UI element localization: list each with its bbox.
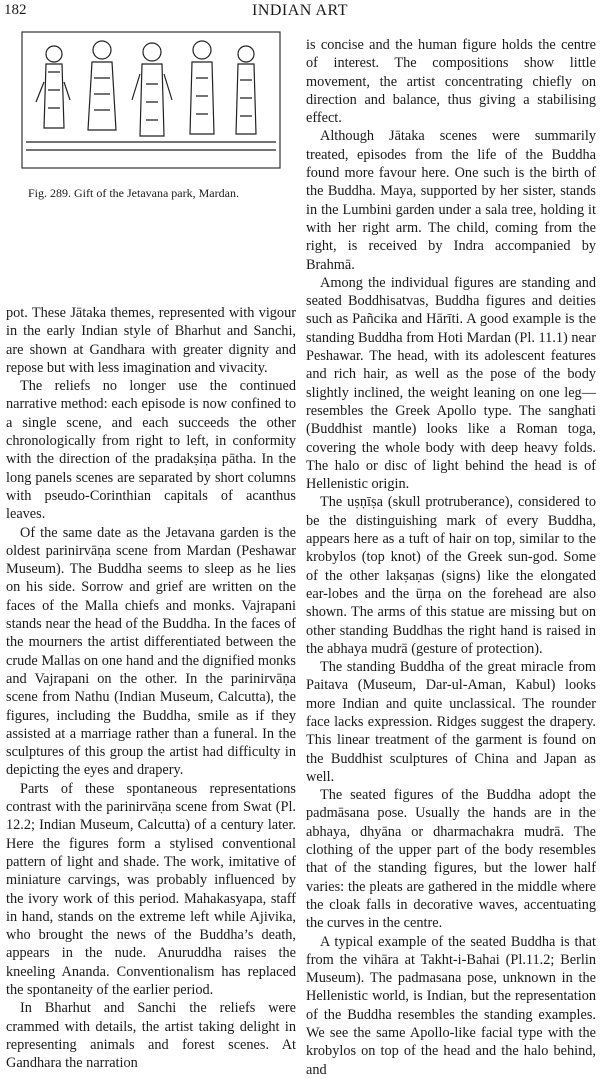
paragraph: In Bharhut and Sanchi the reliefs were crammed with details, the artist taking delight in representing animals and forest scenes. At Gandhara the narration bbox=[6, 1000, 296, 1072]
page-number: 182 bbox=[4, 2, 27, 18]
relief-illustration bbox=[20, 30, 282, 170]
paragraph: Parts of these spontaneous representations contrast with the parinirvāṇa scene from Swat (Pl. 12.2; Indian Museum, Calcutta) of a century later. Here the figures form a stylised conventional pattern of light and shade. The work, imitative of miniature carvings, was probably influenced by the ivory work of this period. Mahakasyapa, staff in hand, stands on the extreme left while Ajivika, who brought the news of the Buddha’s death, appears in the nude. Anuruddha raises the kneeling Ananda. Conventionalism has replaced the spontaneity of the earlier period. bbox=[6, 780, 296, 998]
paragraph: The standing Buddha of the great miracle from Paitava (Museum, Dar-ul-Aman, Kabul) looks more Indian and quite unclassical. The rounder face lacks expression. Ridges suggest the drapery. This linear treatment of the garment is found on the Buddhist sculptures of China and Japan as well. bbox=[306, 659, 596, 785]
paragraph: Of the same date as the Jetavana garden is the oldest parinirvāṇa scene from Mardan (Peshawar Museum). The Buddha seems to sleep as he lies on his side. Sorrow and grief are written on the faces of the Malla chiefs and monks. Vajrapani stands near the head of the Buddha. In the faces of the mourners the artist differentiated between the crude Mallas on one hand and the dignified monks and Vajrapani on the other. In the parinirvāṇa scene from Nathu (Indian Museum, Calcutta), the figures, including the Buddha, smile as if they assisted at a marriage rather than a funeral. In the sculptures of this group the artist had difficulty in depicting the eyes and drapery. bbox=[6, 524, 296, 779]
paragraph: Among the individual figures are standing and seated Boddhisatvas, Buddha figures and deities such as Pañcika and Hārīti. A good example is the standing Buddha from Hoti Mardan (Pl. 11.1) near Peshawar. The head, with its adolescent features and rich hair, as well as the pose of the body slightly inclined, the weight leaning on one leg—resembles the Greek Apollo type. The sanghati (Buddhist mantle) looks like a Roman toga, covering the whole body with deep heavy folds. The halo or disc of light behind the head is of Hellenistic origin. bbox=[306, 274, 596, 493]
paragraph: Although Jātaka scenes were summarily treated, episodes from the life of the Buddha found more favour here. One such is the birth of the Buddha. Maya, supported by her sister, stands in the Lumbini garden under a sala tree, holding it with her right arm. The child, coming from the right, is received by Indra accompanied by Brahmā. bbox=[306, 128, 596, 273]
paragraph: is concise and the human figure holds the centre of interest. The compositions show little movement, the artist concentrating chiefly on direction and balance, thus giving a stabilising effect. bbox=[306, 37, 596, 127]
paragraph: A typical example of the seated Buddha is that from the vihāra at Takht-i-Bahai (Pl.11.2; Berlin Museum). The padmasana pose, unknown in the Hellenistic world, is Indian, but the representation of the Buddha resembles the standing examples. We see the same Apollo-like facial type with the krobylos on top of the head and the halo behind, and bbox=[306, 933, 596, 1078]
running-title: INDIAN ART bbox=[251, 2, 349, 19]
paragraph: pot. These Jātaka themes, represented with vigour in the early Indian style of Bharhut and Sanchi, are shown at Gandhara with greater dignity and repose but with less imagination and vivacity. bbox=[6, 305, 296, 376]
right-text-column bbox=[306, 36, 596, 1079]
left-text-column bbox=[6, 304, 296, 1072]
paragraph: The seated figures of the Buddha adopt the padmāsana pose. Usually the hands are in the abhaya, dhyāna or dharmachakra mudrā. The clothing of the upper part of the body resembles that of the standing figures, but the lower half varies: the pleats are gathered in the middle where the cloak falls in decorative waves, accentuating the curves in the centre. bbox=[306, 787, 596, 932]
paragraph: The reliefs no longer use the continued narrative method: each episode is now confined to a single scene, and each succeeds the other chronologically from right to left, in conformity with the direction of the pradakṣiṇa pātha. In the long panels scenes are separated by short columns with pseudo-Corinthian capitals of acanthus leaves. bbox=[6, 378, 296, 523]
paragraph: The uṣṇīṣa (skull protruberance), considered to be the distinguishing mark of every Buddha, appears here as a tuft of hair on top, similar to the krobylos (top knot) of the Greek sun-god. Some of the other lakṣaṇas (signs) like the elongated ear-lobes and the ūrṇa on the forehead are also shown. The arms of this statue are missing but on other standing Buddhas the right hand is raised in the abhaya mudrā (gesture of protection). bbox=[306, 494, 596, 657]
figure-caption: Fig. 289. Gift of the Jetavana park, Mardan. bbox=[28, 186, 239, 200]
